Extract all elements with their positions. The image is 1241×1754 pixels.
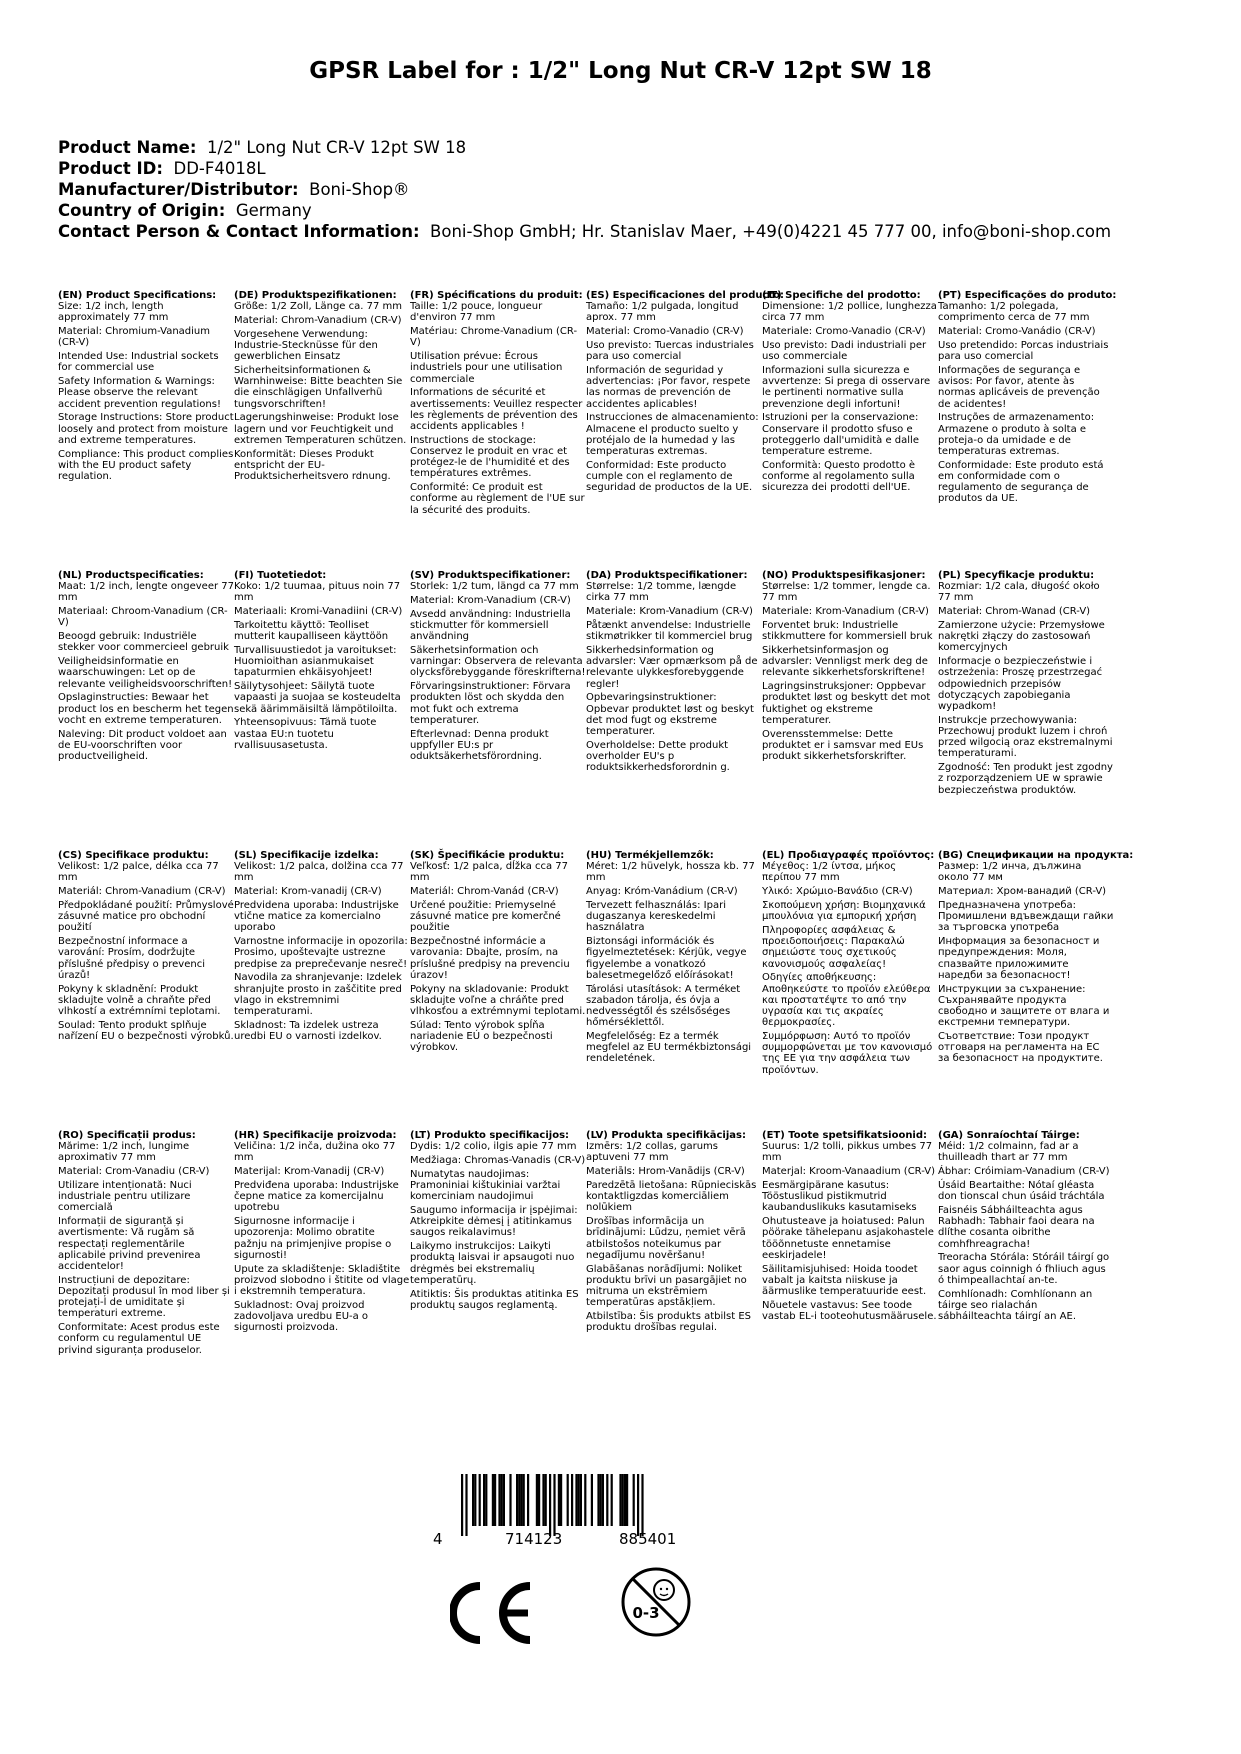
barcode-bar	[498, 1474, 500, 1526]
spec-item: Информация за безопасност и предупреждения: Моля, спазвайте приложимите наредби за безопасност!	[938, 936, 1100, 981]
spec-item: Instructions de stockage: Conservez le produit en vrac et protégez-le de l'humidité et des températures extrêmes.	[410, 434, 570, 480]
section-title: (FR) Spécifications du produit:	[410, 290, 583, 301]
spec-item: Turvallisuustiedot ja varoitukset: Huomioithan asianmukaiset tapaturmien ehkäisyohjeet!	[234, 645, 397, 679]
barcode-bar	[571, 1474, 573, 1526]
section-title: (CS) Specifikace produktu:	[58, 850, 209, 861]
barcode-digits-last: 885401	[619, 1530, 677, 1548]
spec-item: Numatytas naudojimas: Pramoniniai kištukiniai varžtai komerciniam naudojimui	[410, 1168, 561, 1203]
spec-item: Säkerhetsinformation och varningar: Observera de relevanta olycksförebyggande föreskrifterna!	[410, 645, 586, 679]
spec-item: Materiāls: Hrom-Vanādijs (CR-V)	[586, 1166, 745, 1178]
section-title: (NO) Produktspesifikasjoner:	[762, 570, 926, 581]
spec-item: Съответствие: Този продукт отговаря на регламента на ЕС за безопасност на продуктите.	[938, 1031, 1103, 1065]
barcode-bar	[501, 1474, 503, 1526]
spec-item: Σκοπούμενη χρήση: Βιομηχανικά μπουλόνια για εμπορική χρήση	[762, 900, 926, 923]
section-title: (PL) Specyfikacje produktu:	[938, 570, 1095, 581]
language-section	[58, 570, 234, 765]
spec-item: Opslaginstructies: Bewaar het product los en bescherm het tegen vocht en extreme temperaturen.	[58, 692, 234, 726]
language-section	[410, 570, 586, 765]
spec-item: Skladnost: Ta izdelek ustreza uredbi EU o varnosti izdelkov.	[234, 1019, 382, 1043]
section-title: (GA) Sonraíochtaí Táirge:	[938, 1130, 1080, 1141]
spec-item: Förvaringsinstruktioner: Förvara produkten löst och skydda den mot fukt och extrema temperaturer.	[410, 681, 571, 726]
section-title: (SK) Špecifikácie produktu:	[410, 850, 565, 861]
section-title: (PT) Especificações do produto:	[938, 290, 1117, 301]
spec-item: Určené použitie: Priemyselné zásuvné matice pre komerčné použitie	[410, 900, 561, 934]
spec-item: Veličina: 1/2 inča, dužina oko 77 mm	[234, 1141, 396, 1164]
spec-item: Pokyny na skladovanie: Produkt skladujte voľne a chráňte pred vlhkosťou a extrémnymi teplotami.	[410, 983, 586, 1018]
spec-item: Material: Chrom-Vanadium (CR-V)	[234, 315, 402, 326]
language-section	[410, 1130, 586, 1314]
spec-item: Sikkerhedsinformation og advarsler: Vær opmærksom på de relevante ulykkesforebyggende regler!	[586, 645, 758, 690]
language-section	[58, 1130, 234, 1358]
spec-item: Conformité: Ce produit est conforme au règlement de l'UE sur la sécurité des produits.	[410, 482, 585, 516]
spec-item: Comhlíonadh: Comhlíonann an táirge seo rialachán sábháilteachta táirgí an AE.	[938, 1288, 1093, 1323]
spec-item: Предназначена употреба: Промишлени вдъвеждащи гайки за търговска употреба	[938, 900, 1114, 934]
spec-item: Material: Crom-Vanadiu (CR-V)	[58, 1166, 210, 1178]
barcode-bar	[611, 1474, 613, 1526]
section-title: (HR) Specifikacije proizvoda:	[234, 1130, 397, 1141]
barcode-digit-first: 4	[433, 1530, 443, 1548]
spec-item: Material: Cromo-Vanadio (CR-V)	[586, 326, 744, 338]
barcode-bar	[641, 1474, 643, 1536]
spec-item: Informazioni sulla sicurezza e avvertenze: Si prega di osservare le pertinenti normative sulla prevenzione degli infortuni!	[762, 365, 931, 410]
barcode-bar	[492, 1474, 494, 1526]
spec-item: Soulad: Tento produkt splňuje nařízení EU o bezpečnosti výrobků.	[58, 1019, 234, 1043]
spec-item: Lagringsinstruksjoner: Oppbevar produktet løst og beskytt det mot fuktighet og ekstreme temperaturer.	[762, 681, 931, 726]
language-section	[938, 850, 1134, 1067]
language-section	[234, 290, 410, 485]
language-section	[586, 570, 762, 776]
spec-item: Materiale: Krom-Vanadium (CR-V)	[586, 606, 753, 618]
info-country	[58, 200, 1218, 221]
section-title: (IT) Specifiche del prodotto:	[762, 290, 921, 301]
barcode-bar	[622, 1474, 624, 1526]
language-section	[586, 850, 762, 1067]
spec-item: Matériau: Chrome-Vanadium (CR-V)	[410, 326, 578, 349]
section-title: (EL) Προδιαγραφές προϊόντος:	[762, 850, 935, 861]
spec-item: Instrucciones de almacenamiento: Almacene el producto suelto y protéjalo de la humedad y las temperaturas extremas.	[586, 412, 759, 458]
section-title: (NL) Productspecificaties:	[58, 570, 204, 581]
spec-item: Conformità: Questo prodotto è conforme al regolamento sulla sicurezza dei prodotti dell'UE.	[762, 459, 916, 494]
barcode-bar	[597, 1474, 599, 1526]
spec-item: Πληροφορίες ασφάλειας & προειδοποιήσεις: Παρακαλώ σημειώστε τους σχετικούς κανονισμούς ασφαλείας!	[762, 925, 905, 970]
spec-item: Säilytysohjeet: Säilytä tuote vapaasti ja suojaa se kosteudelta sekä äärimmäisiltä lämpötiloilta.	[234, 681, 401, 715]
spec-item: Материал: Хром-ванадий (CR-V)	[938, 886, 1107, 898]
barcode-bar	[584, 1474, 586, 1526]
barcode-bar	[538, 1474, 540, 1526]
barcode-bar	[624, 1474, 626, 1526]
info-value: DD-F4018L	[173, 159, 266, 178]
section-title: (ET) Toote spetsifikatsioonid:	[762, 1130, 928, 1141]
spec-item: Atitiktis: Šis produktas atitinka ES produktų saugos reglamentą.	[410, 1288, 579, 1311]
barcode-bar	[536, 1474, 538, 1526]
spec-item: Izmērs: 1/2 collas, garums aptuveni 77 mm	[586, 1141, 718, 1164]
spec-item: Treoracha Stórála: Stóráil táirgí go saor agus coinnigh ó fhliuch agus ó thimpeallachtaí an-te.	[938, 1252, 1110, 1286]
spec-item: Overensstemmelse: Dette produktet er i samsvar med EUs produkt sikkerhetsforskrifter.	[762, 728, 924, 763]
spec-item: Materiál: Chrom-Vanád (CR-V)	[410, 886, 559, 898]
spec-item: Velikost: 1/2 palce, délka cca 77 mm	[58, 861, 219, 884]
spec-item: Uso previsto: Tuercas industriales para uso comercial	[586, 340, 754, 363]
spec-item: Zamierzone użycie: Przemysłowe nakrętki złączy do zastosowań komercyjnych	[938, 620, 1105, 654]
spec-item: Bezpečnostní informace a varování: Prosím, dodržujte příslušné předpisy o prevenci úrazů!	[58, 936, 205, 981]
spec-item: Atbilstība: Šis produkts atbilst ES produktu drošības regulai.	[586, 1311, 752, 1334]
spec-item: Nõuetele vastavus: See toode vastab EL-i tooteohutusmäärusele.	[762, 1299, 937, 1323]
spec-item: Upute za skladištenje: Skladištite proizvod slobodno i štitite od vlage i ekstremnih temperatura.	[234, 1263, 410, 1298]
section-title: (RO) Specificații produs:	[58, 1130, 196, 1141]
spec-item: Dydis: 1/2 colio, ilgis apie 77 mm	[410, 1141, 577, 1153]
ean-barcode	[433, 1474, 701, 1554]
spec-item: Informações de segurança e avisos: Por favor, atente às normas aplicáveis de prevenção de acidentes!	[938, 365, 1100, 410]
spec-item: Μέγεθος: 1/2 ίντσα, μήκος περίπου 77 mm	[762, 861, 897, 884]
barcode-bar	[542, 1474, 544, 1526]
info-label: Manufacturer/Distributor:	[58, 180, 299, 199]
spec-item: Säilitamisjuhised: Hoida toodet vabalt ja kaitsta niiskuse ja äärmuslike temperatuuride eest.	[762, 1263, 927, 1298]
spec-item: Laikymo instrukcijos: Laikyti produktą laisvai ir apsaugoti nuo drėgmės bei ekstremalių temperatūrų.	[410, 1241, 575, 1286]
spec-item: Informations de sécurité et avertissements: Veuillez respecter les règlements de prévention des accidents applicables !	[410, 387, 583, 433]
age-label: 0-3	[632, 1604, 660, 1622]
barcode-bar	[474, 1474, 476, 1526]
spec-item: Materiaali: Kromi-Vanadiini (CR-V)	[234, 606, 403, 618]
barcode-bar	[626, 1474, 628, 1526]
barcode-bar	[567, 1474, 569, 1526]
spec-item: Efterlevnad: Denna produkt uppfyller EU:s pr oduktsäkerhetsförordning.	[410, 728, 549, 763]
language-section	[234, 1130, 410, 1336]
spec-item: Materijal: Krom-Vanadij (CR-V)	[234, 1166, 385, 1178]
spec-item: Tervezett felhasználás: Ipari dugaszanya kereskedelmi használatra	[586, 900, 726, 934]
info-label: Product ID:	[58, 159, 163, 178]
barcode-bar	[516, 1474, 518, 1526]
spec-item: Ohutusteave ja hoiatused: Palun pöörake tähelepanu asjakohastele tööõnnetuste ennetamise eeskirjadele!	[762, 1216, 934, 1261]
spec-item: Utilizare intenționată: Nuci industriale pentru utilizare comercială	[58, 1180, 192, 1214]
language-section	[762, 1130, 938, 1325]
spec-item: Συμμόρφωση: Αυτό το προϊόν συμμορφώνεται με τον κανονισμό της ΕΕ για την ασφάλεια των προϊόντων.	[762, 1031, 933, 1076]
spec-item: Faisnéis Sábháilteachta agus Rabhadh: Tabhair faoi deara na dlíthe cosanta oibrithe comhfhreagracha!	[938, 1205, 1095, 1250]
spec-item: Materiale: Krom-Vanadium (CR-V)	[762, 606, 929, 618]
barcode-bar	[558, 1474, 560, 1526]
barcode-bar	[479, 1474, 481, 1526]
section-title: (SV) Produktspecifikationer:	[410, 570, 571, 581]
spec-item: Størrelse: 1/2 tommer, lengde ca. 77 mm	[762, 581, 931, 604]
section-title: (FI) Tuotetiedot:	[234, 570, 327, 581]
spec-item: Size: 1/2 inch, length approximately 77 mm	[58, 301, 169, 324]
spec-item: Materiale: Cromo-Vanadio (CR-V)	[762, 326, 926, 338]
language-section	[762, 290, 938, 496]
spec-item: Sicherheitsinformationen & Warnhinweise: Bitte beachten Sie die einschlägigen Unfallverhü tungsvorschriften!	[234, 365, 403, 410]
spec-item: Uso previsto: Dadi industriali per uso commerciale	[762, 340, 927, 363]
info-value: Boni-Shop GmbH; Hr. Stanislav Maer, +49(0)4221 45 777 00, info@boni-shop.com	[430, 222, 1112, 241]
spec-item: Avsedd användning: Industriella stickmutter för kommersiell användning	[410, 608, 571, 643]
barcode-bar	[503, 1474, 505, 1526]
section-title: (ES) Especificaciones del producto:	[586, 290, 785, 301]
barcode-bar	[606, 1474, 608, 1526]
spec-item: Tárolási utasítások: A terméket szabadon tárolja, és óvja a nedvességtől és szélsőséges hőmérséklettől.	[586, 983, 741, 1029]
language-section	[586, 290, 785, 496]
spec-item: Informații de siguranță și avertismente: Vă rugăm să respectați reglementările aplicabile privind prevenirea accidentelor!	[58, 1216, 201, 1273]
spec-item: Zgodność: Ten produkt jest zgodny z rozporządzeniem UE w sprawie bezpieczeństwa produktów.	[938, 762, 1113, 796]
spec-item: Material: Cromo-Vanádio (CR-V)	[938, 326, 1096, 338]
spec-item: Rozmiar: 1/2 cala, długość około 77 mm	[938, 581, 1100, 604]
barcode-bar	[549, 1474, 551, 1536]
spec-item: Varnostne informacije in opozorila: Prosimo, upoštevajte ustrezne predpise za preprečevanje nesreč!	[234, 936, 408, 970]
spec-item: Vorgesehene Verwendung: Industrie-Stecknüsse für den gewerblichen Einsatz	[234, 328, 378, 363]
section-title: (EN) Product Specifications:	[58, 290, 217, 301]
spec-item: Compliance: This product complies with the EU product safety regulation.	[58, 448, 234, 483]
spec-item: Conformitate: Acest produs este conform cu regulamentul UE privind siguranța produselor.	[58, 1322, 220, 1356]
barcode-bar	[602, 1474, 604, 1526]
spec-item: Glabāšanas norādījumi: Noliket produktu brīvi un pasargājiet no mitruma un ekstrēmiem temperatūras apstākļiem.	[586, 1263, 747, 1309]
spec-item: Medžiaga: Chromas-Vanadis (CR-V)	[410, 1155, 586, 1166]
barcode-digits-middle: 714123	[505, 1530, 563, 1548]
spec-item: Drošības informācija un brīdinājumi: Lūdzu, ņemiet vērā atbilstošos noteikumus par negadījumu novēršanu!	[586, 1216, 746, 1261]
info-value: Boni-Shop®	[309, 180, 410, 199]
spec-item: Mărime: 1/2 inch, lungime aproximativ 77 mm	[58, 1141, 190, 1164]
product-info	[58, 137, 1218, 242]
section-title: (HU) Termékjellemzők:	[586, 850, 714, 861]
spec-item: Anyag: Króm-Vanádium (CR-V)	[586, 886, 738, 898]
barcode-bar	[494, 1474, 496, 1526]
barcode-bar	[553, 1474, 555, 1536]
language-section	[58, 290, 234, 485]
spec-item: Předpokládané použití: Průmyslové zásuvné matice pro obchodní použití	[58, 900, 234, 934]
language-section	[938, 290, 1117, 507]
spec-item: Storage Instructions: Store product loosely and protect from moisture and extreme temperatures.	[58, 412, 234, 446]
info-label: Contact Person & Contact Information:	[58, 222, 420, 241]
language-section	[938, 570, 1114, 798]
spec-item: Pokyny k skladnění: Produkt skladujte volně a chraňte před vlhkostí a extrémními teplotami.	[58, 983, 221, 1018]
spec-item: Navodila za shranjevanje: Izdelek shranjujte prosto in zaščitite pred vlago in ekstremnimi temperaturami.	[234, 972, 402, 1018]
spec-item: Suurus: 1/2 tolli, pikkus umbes 77 mm	[762, 1141, 933, 1164]
spec-item: Uso pretendido: Porcas industriais para uso comercial	[938, 340, 1109, 363]
spec-item: Storlek: 1/2 tum, längd ca 77 mm	[410, 581, 579, 593]
info-label: Product Name:	[58, 138, 197, 157]
spec-item: Υλικό: Χρώμιο-Βανάδιο (CR-V)	[762, 886, 913, 898]
spec-item: Predvidena uporaba: Industrijske vtične matice za komercialno uporabo	[234, 900, 399, 934]
spec-item: Opbevaringsinstruktioner: Opbevar produktet løst og beskyt det mod fugt og ekstreme temperaturer.	[586, 692, 754, 738]
spec-item: Beoogd gebruik: Industriële stekker voor commercieel gebruik	[58, 631, 229, 654]
spec-item: Maat: 1/2 inch, lengte ongeveer 77 mm	[58, 581, 234, 604]
info-value: Germany	[235, 201, 312, 220]
barcode-bar	[578, 1474, 580, 1526]
spec-item: Méid: 1/2 colmainn, fad ar a thuilleadh thart ar 77 mm	[938, 1141, 1079, 1164]
barcode-bar	[591, 1474, 593, 1526]
info-manufacturer	[58, 179, 1218, 200]
info-product-id	[58, 158, 1218, 179]
section-title: (SL) Specifikacije izdelka:	[234, 850, 379, 861]
spec-item: Material: Krom-Vanadium (CR-V)	[410, 595, 571, 606]
barcode-bar	[472, 1474, 474, 1526]
spec-item: Lagerungshinweise: Produkt lose lagern und vor Feuchtigkeit und extremen Temperaturen schützen.	[234, 412, 407, 446]
spec-item: Bezpečnostné informácie a varovania: Dbajte, prosím, na príslušné predpisy na prevenciu úrazov!	[410, 936, 570, 981]
spec-item: Tamaño: 1/2 pulgada, longitud aprox. 77 mm	[586, 301, 739, 324]
barcode-bar	[523, 1474, 525, 1526]
spec-item: Yhteensopivuus: Tämä tuote vastaa EU:n tuotetu rvallisuusasetusta.	[234, 717, 377, 751]
language-section	[762, 850, 938, 1078]
barcode-bars	[461, 1474, 701, 1536]
spec-item: Materiaal: Chroom-Vanadium (CR-V)	[58, 606, 228, 629]
section-title: (LT) Produkto specifikacijos:	[410, 1130, 570, 1141]
spec-item: Veľkosť: 1/2 palca, dĺžka cca 77 mm	[410, 861, 569, 884]
spec-item: Materiał: Chrom-Wanad (CR-V)	[938, 606, 1091, 618]
spec-item: Οδηγίες αποθήκευσης: Αποθηκεύστε το προϊόν ελεύθερα και προστατέψτε το από την υγρασία και τις ακραίες θερμοκρασίες.	[762, 972, 931, 1029]
barcode-bar	[465, 1474, 467, 1536]
spec-item: Megfelelőség: Ez a termék megfelel az EU termékbiztonsági rendeletének.	[586, 1031, 752, 1065]
barcode-bar	[527, 1474, 529, 1526]
spec-item: Biztonsági információk és figyelmeztetések: Kérjük, vegye figyelembe a vonatkozó balesetmegelőző előírásokat!	[586, 936, 747, 981]
spec-item: Conformidad: Este producto cumple con el reglamento de seguridad de productos de la UE.	[586, 459, 753, 494]
spec-item: Paredzētā lietošana: Rūpnieciskās kontaktligzdas komerciāliem nolūkiem	[586, 1180, 757, 1214]
not-for-children-0-3-icon	[620, 1566, 692, 1638]
spec-item: Påtænkt anvendelse: Industrielle stikmøtrikker til kommerciel brug	[586, 620, 753, 643]
ce-mark-icon	[450, 1580, 545, 1646]
spec-item: Safety Information & Warnings: Please observe the relevant accident prevention regulations!	[58, 376, 221, 410]
barcode-bar	[518, 1474, 520, 1526]
spec-item: Sigurnosne informacije i upozorenja: Molimo obratite pažnju na primjenjive propise o sigurnosti!	[234, 1216, 392, 1261]
spec-item: Veiligheidsinformatie en waarschuwingen: Let op de relevante veiligheidsvoorschriften!	[58, 656, 233, 690]
language-section	[410, 850, 586, 1056]
barcode-bar	[545, 1474, 547, 1526]
spec-item: Utilisation prévue: Écrous industriels pour une utilisation commerciale	[410, 351, 563, 385]
info-value: 1/2" Long Nut CR-V 12pt SW 18	[206, 138, 467, 157]
spec-item: Úsáid Beartaithe: Nótaí gléasta don tionscal chun úsáid tráchtála	[938, 1180, 1105, 1203]
barcode-bar	[461, 1474, 463, 1536]
page-title: GPSR Label for : 1/2" Long Nut CR-V 12pt SW 18	[309, 58, 932, 84]
spec-item: Størrelse: 1/2 tomme, længde cirka 77 mm	[586, 581, 737, 604]
spec-item: Tamanho: 1/2 polegada, comprimento cerca de 77 mm	[938, 301, 1090, 324]
language-section	[938, 1130, 1114, 1325]
spec-item: Información de seguridad y advertencias: ¡Por favor, respete las normas de prevención de accidentes aplicables!	[586, 365, 751, 410]
info-contact	[58, 221, 1218, 242]
spec-item: Velikost: 1/2 palca, dolžina cca 77 mm	[234, 861, 404, 884]
spec-item: Conformidade: Este produto está em conformidade com o regulamento de segurança de produtos da UE.	[938, 459, 1104, 505]
barcode-bar	[580, 1474, 582, 1526]
spec-item: Sukladnost: Ovaj proizvod zadovoljava uredbu EU-a o sigurnosti proizvoda.	[234, 1299, 369, 1334]
barcode-bar	[520, 1474, 522, 1526]
spec-item: Méret: 1/2 hüvelyk, hossza kb. 77 mm	[586, 861, 755, 884]
spec-item: Saugumo informacija ir įspėjimai: Atkreipkite dėmesį į atitinkamus saugos reikalavimus!	[410, 1205, 578, 1239]
spec-item: Dimensione: 1/2 pollice, lunghezza circa 77 mm	[762, 301, 937, 324]
language-section	[586, 1130, 762, 1336]
barcode-bar	[509, 1474, 511, 1526]
info-label: Country of Origin:	[58, 201, 226, 220]
barcode-bar	[600, 1474, 602, 1526]
spec-item: Konformität: Dieses Produkt entspricht der EU-Produktsicherheitsvero rdnung.	[234, 448, 391, 483]
spec-item: Sikkerhetsinformasjon og advarsler: Vennligst merk deg de relevante sikkerhetsforskriftene!	[762, 645, 928, 679]
info-product-name	[58, 137, 1218, 158]
spec-item: Naleving: Dit product voldoet aan de EU-voorschriften voor productveiligheid.	[58, 728, 227, 763]
language-section	[58, 850, 234, 1045]
section-title: (LV) Produkta specifikācijas:	[586, 1130, 746, 1141]
spec-item: Intended Use: Industrial sockets for commercial use	[58, 351, 219, 374]
spec-item: Eesmärgipärane kasutus: Tööstuslikud pistikmutrid kaubanduslikuks kasutamiseks	[762, 1180, 917, 1214]
spec-item: Instruções de armazenamento: Armazene o produto à solta e proteja-o da umidade e de temperaturas extremas.	[938, 412, 1095, 458]
language-section	[234, 850, 410, 1045]
barcode-bar	[619, 1474, 621, 1526]
language-section	[410, 290, 586, 518]
barcode-bar	[633, 1474, 635, 1526]
spec-item: Tarkoitettu käyttö: Teolliset mutterit kaupalliseen käyttöön	[234, 620, 389, 643]
spec-item: Predviđena uporaba: Industrijske čepne matice za komercijalnu upotrebu	[234, 1180, 399, 1214]
barcode-bar	[485, 1474, 487, 1526]
language-section	[762, 570, 938, 765]
section-title: (DE) Produktspezifikationen:	[234, 290, 397, 301]
spec-item: Overholdelse: Dette produkt overholder EU's p roduktsikkerhedsforordnin g.	[586, 739, 730, 774]
spec-item: Größe: 1/2 Zoll, Länge ca. 77 mm	[234, 301, 402, 313]
spec-item: Instrucțiuni de depozitare: Depozitați produsul în mod liber și protejați-l de umiditate și temperaturi extreme.	[58, 1274, 230, 1320]
spec-item: Koko: 1/2 tuumaa, pituus noin 77 mm	[234, 581, 401, 604]
barcode-bar	[637, 1474, 639, 1536]
barcode-bar	[483, 1474, 485, 1526]
spec-item: Instrukcje przechowywania: Przechowuj produkt luzem i chroń przed wilgocią oraz ekstremalnymi temperaturami.	[938, 714, 1113, 760]
spec-item: Súlad: Tento výrobok spĺňa nariadenie EÚ o bezpečnosti výrobkov.	[410, 1019, 553, 1054]
spec-item: Инструкции за съхранение: Съхранявайте продукта свободно и защитете от влага и екстремни температури.	[938, 983, 1110, 1029]
spec-item: Taille: 1/2 pouce, longueur d'environ 77 mm	[410, 301, 543, 324]
spec-item: Materiál: Chrom-Vanadium (CR-V)	[58, 886, 226, 898]
spec-item: Istruzioni per la conservazione: Conservare il prodotto sfuso e proteggerlo dall'umidità e dalle temperature estreme.	[762, 412, 919, 458]
spec-item: Ábhar: Cróimiam-Vanadium (CR-V)	[938, 1166, 1110, 1178]
section-title: (DA) Produktspecifikationer:	[586, 570, 748, 581]
spec-item: Material: Chromium-Vanadium (CR-V)	[58, 326, 210, 349]
spec-item: Materjal: Kroom-Vanaadium (CR-V)	[762, 1166, 935, 1178]
barcode-bar	[560, 1474, 562, 1526]
spec-item: Informacje o bezpieczeństwie i ostrzeżenia: Proszę przestrzegać odpowiednich przepisów dotyczących zapobiegania wypadkom!	[938, 656, 1103, 713]
barcode-bar	[575, 1474, 577, 1526]
spec-item: Material: Krom-vanadij (CR-V)	[234, 886, 382, 898]
spec-item: Размер: 1/2 инча, дължина около 77 мм	[938, 861, 1082, 884]
language-section	[234, 570, 410, 754]
spec-item: Forventet bruk: Industrielle stikkmuttere for kommersiell bruk	[762, 620, 933, 643]
section-title: (BG) Спецификации на продукта:	[938, 850, 1134, 861]
